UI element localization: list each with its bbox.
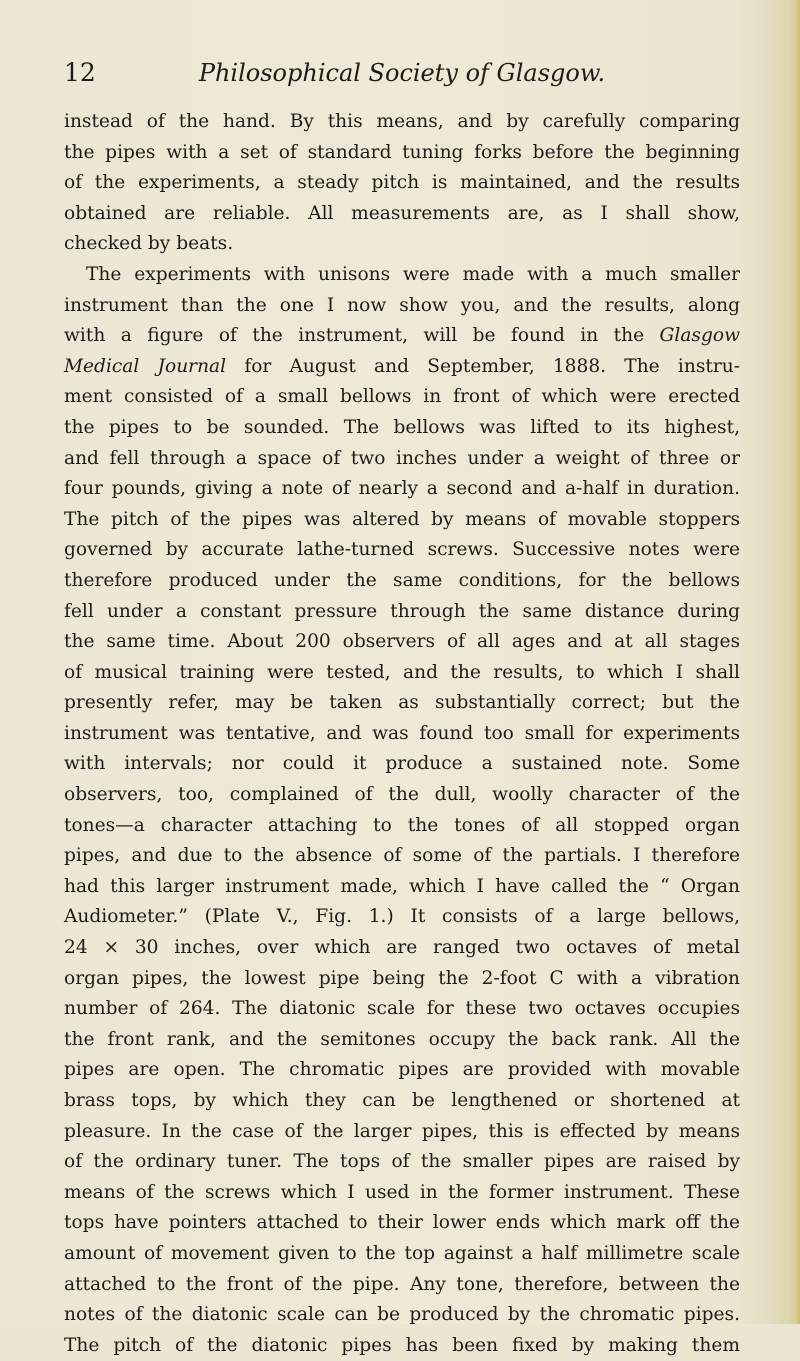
text-line bbox=[64, 841, 740, 872]
line-text: checked by beats. bbox=[64, 233, 234, 255]
text-line bbox=[64, 1147, 740, 1178]
text-line bbox=[64, 352, 740, 383]
text-line bbox=[64, 749, 740, 780]
line-text: tops have pointers attached to their lower ends which mark off the bbox=[64, 1212, 740, 1234]
text-line bbox=[64, 1117, 740, 1148]
text-line bbox=[64, 444, 740, 475]
line-text: organ pipes, the lowest pipe being the 2-foot C with a vibration bbox=[64, 967, 740, 989]
text-line bbox=[64, 535, 740, 566]
line-text: of musical training were tested, and the results, to which I shall bbox=[64, 661, 740, 683]
text-line bbox=[64, 566, 740, 597]
text-line bbox=[64, 1178, 740, 1209]
line-text: the pipes to be sounded. The bellows was lifted to its highest, bbox=[64, 416, 740, 438]
text-line bbox=[64, 964, 740, 995]
text-line bbox=[64, 1239, 740, 1270]
line-text: obtained are reliable. All measurements are, as I shall show, bbox=[64, 202, 740, 224]
text-line bbox=[64, 260, 740, 291]
line-text: of the experiments, a steady pitch is maintained, and the results bbox=[64, 172, 740, 194]
line-text: with a figure of the instrument, will be found in the bbox=[64, 325, 660, 347]
line-text: presently refer, may be taken as substantially correct; but the bbox=[64, 692, 740, 714]
line-text: The pitch of the diatonic pipes has been fixed by making them bbox=[64, 1334, 740, 1356]
line-text: of the ordinary tuner. The tops of the smaller pipes are raised by bbox=[64, 1151, 740, 1173]
text-line bbox=[64, 138, 740, 169]
line-text: the same time. About 200 observers of all ages and at all stages bbox=[64, 631, 740, 653]
text-line bbox=[64, 413, 740, 444]
text-line bbox=[64, 291, 740, 322]
line-text: notes of the diatonic scale can be produced by the chromatic pipes. bbox=[64, 1304, 740, 1326]
line-text: for August and September, 1888. The instru- bbox=[226, 355, 740, 377]
line-text: 24 × 30 inches, over which are ranged two octaves of metal bbox=[64, 937, 740, 959]
line-text: four pounds, giving a note of nearly a second and a-half in duration. bbox=[64, 478, 740, 500]
line-text: attached to the front of the pipe. Any tone, therefore, between the bbox=[64, 1273, 740, 1295]
text-line bbox=[64, 780, 740, 811]
text-line bbox=[64, 107, 740, 138]
text-line bbox=[64, 658, 740, 689]
text-line bbox=[64, 1270, 740, 1301]
text-line bbox=[64, 382, 740, 413]
text-line bbox=[64, 229, 740, 260]
line-text: pipes, and due to the absence of some of the partials. I therefore bbox=[64, 845, 740, 867]
text-line bbox=[64, 627, 740, 658]
running-header bbox=[64, 56, 740, 90]
line-text: governed by accurate lathe-turned screws. Successive notes were bbox=[64, 539, 740, 561]
line-text: Audiometer.” (Plate V., Fig. 1.) It consists of a large bellows, bbox=[64, 906, 740, 928]
text-line bbox=[64, 994, 740, 1025]
line-text: the pipes with a set of standard tuning forks before the beginning bbox=[64, 141, 740, 163]
text-line bbox=[64, 1025, 740, 1056]
text-line bbox=[64, 597, 740, 628]
line-text: number of 264. The diatonic scale for these two octaves occupies bbox=[64, 998, 740, 1020]
body-text bbox=[64, 107, 740, 1361]
line-text: the front rank, and the semitones occupy the back rank. All the bbox=[64, 1028, 740, 1050]
line-text: The experiments with unisons were made with a much smaller bbox=[86, 263, 740, 285]
line-text: amount of movement given to the top against a half millimetre scale bbox=[64, 1242, 740, 1264]
line-text: brass tops, by which they can be lengthened or shortened at bbox=[64, 1090, 740, 1111]
line-text: instrument than the one I now show you, and the results, along bbox=[64, 294, 740, 316]
line-text: tones—a character attaching to the tones of all stopped organ bbox=[64, 814, 740, 836]
page-number: 12 bbox=[64, 58, 96, 87]
text-line bbox=[64, 321, 740, 352]
text-line bbox=[64, 1331, 740, 1361]
line-text: pipes are open. The chromatic pipes are provided with movable bbox=[64, 1059, 740, 1081]
text-line bbox=[64, 688, 740, 719]
text-line bbox=[64, 719, 740, 750]
line-text: instead of the hand. By this means, and by carefully comparing bbox=[64, 111, 740, 132]
italic-text: Medical Journal bbox=[64, 355, 227, 377]
line-text: pleasure. In the case of the larger pipes, this is effected by means bbox=[64, 1120, 740, 1142]
line-text: with intervals; nor could it produce a sustained note. Some bbox=[64, 753, 740, 775]
text-line bbox=[64, 199, 740, 230]
text-line bbox=[64, 168, 740, 199]
text-line bbox=[64, 474, 740, 505]
text-line bbox=[64, 505, 740, 536]
italic-text: Glasgow bbox=[659, 325, 740, 347]
text-line bbox=[64, 811, 740, 842]
running-title: Philosophical Society of Glasgow. bbox=[198, 59, 606, 87]
text-line bbox=[64, 933, 740, 964]
line-text: observers, too, complained of the dull, woolly character of the bbox=[64, 784, 740, 806]
text-line bbox=[64, 1208, 740, 1239]
text-line bbox=[64, 872, 740, 903]
text-line bbox=[64, 1055, 740, 1086]
text-line bbox=[64, 1300, 740, 1331]
line-text: had this larger instrument made, which I have called the “ Organ bbox=[64, 875, 740, 897]
line-text: ment consisted of a small bellows in front of which were erected bbox=[64, 386, 740, 408]
line-text: The pitch of the pipes was altered by means of movable stoppers bbox=[64, 508, 740, 530]
line-text: therefore produced under the same conditions, for the bellows bbox=[64, 569, 740, 591]
line-text: instrument was tentative, and was found too small for experiments bbox=[64, 722, 740, 744]
line-text: fell under a constant pressure through the same distance during bbox=[64, 600, 740, 622]
line-text: means of the screws which I used in the former instrument. These bbox=[64, 1181, 740, 1203]
text-line bbox=[64, 1086, 740, 1117]
line-text: and fell through a space of two inches under a weight of three or bbox=[64, 447, 740, 469]
page-edge-shadow bbox=[790, 0, 800, 1324]
text-line bbox=[64, 902, 740, 933]
